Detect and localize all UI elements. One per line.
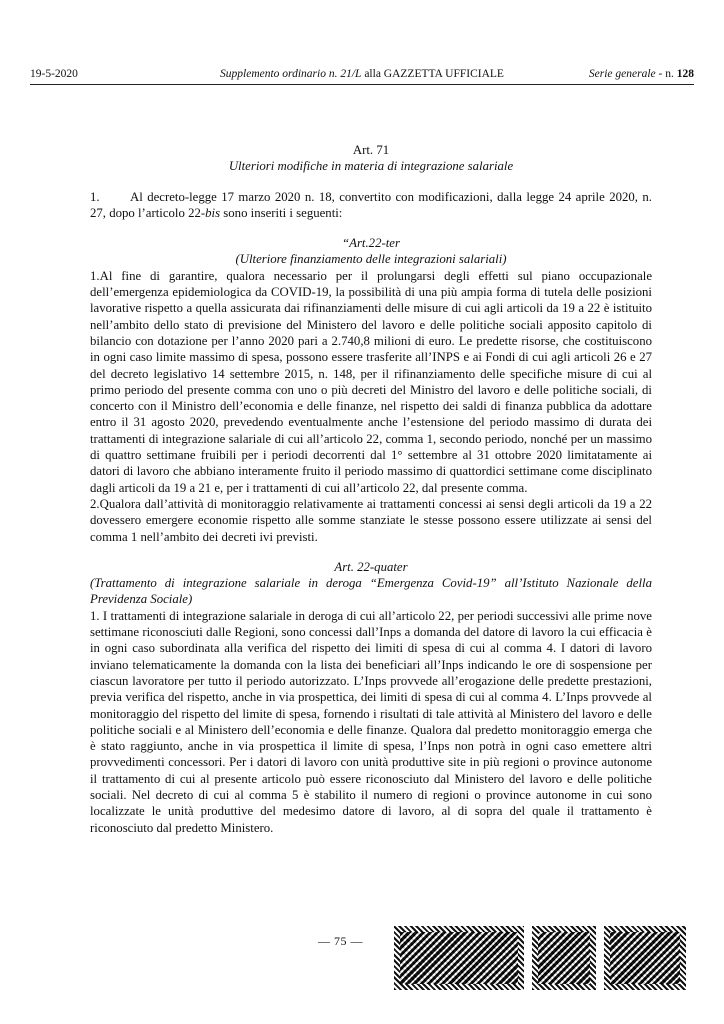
header-series-sep: - n. (655, 68, 677, 80)
art22quater-paragraph-1: 1. I trattamenti di integrazione salariale in deroga di cui all’articolo 22, per periodi successivi alle prime nove settimane riconosciuti dalle Regioni, sono concessi dall’Inps a domanda del datore di lavoro la cui efficacia è in ogni caso subordinata alla verifica del rispetto dei limiti di spesa di cui al comma 4. I datori di lavoro inviano telematicamente la domanda con la lista dei beneficiari all’Inps indicando le ore di sospensione per ciascun lavoratore per tutto il periodo autorizzato. L’Inps provvede all’erogazione delle predette prestazioni, previa verifica del rispetto, anche in via prospettica, dei limiti di spesa di cui al comma 4. L’Inps provvede al monitoraggio del rispetto del limite di spesa, fornendo i risultati di tale attività al Ministero del lavoro e delle politiche sociali e al Ministero dell’economia e delle finanze. Qualora dal predetto monitoraggio emerga che è stato raggiunto, anche in via prospettica il limite di spesa, l’Inps non potrà in ogni caso emettere altri provvedimenti concessori. Per i datori di lavoro con unità produttive site in più regioni o province autonome il trattamento di cui al presente articolo può essere riconosciuto dal Ministero del lavoro e delle politiche sociali. Nel decreto di cui al comma 5 è stabilito il numero di regioni o province autonome in cui sono localizzate le unità produttive del medesimo datore di lavoro, al di sopra del quale il trattamento è riconosciuto dal predetto Ministero. (90, 608, 652, 835)
header-series (589, 66, 694, 82)
comma-text-a: Al decreto-legge 17 marzo 2020 n. 18, convertito con modificazioni, dalla legge 24 aprile 2020, n. 27, dopo l’articolo 22- (90, 189, 652, 220)
header-divider (30, 84, 694, 85)
art22ter-paragraph-2: 2.Qualora dall’attività di monitoraggio relativamente ai trattamenti concessi ai sensi degli articoli da 19 a 22 dovessero emergere economie rispetto alle somme stanziate le stesse possono essere utilizzate ai sensi del comma 1 nell’ambito dei decreti ivi previsti. (90, 496, 652, 544)
article-subtitle: Ulteriori modifiche in materia di integrazione salariale (228, 159, 514, 174)
article-title: Art. 71 (352, 143, 390, 157)
header-series-label: Serie generale (588, 68, 656, 80)
document-body (90, 142, 652, 836)
art22ter-title: “Art.22-ter (342, 236, 400, 251)
header-series-number: 128 (676, 68, 694, 80)
header-gazzetta: alla GAZZETTA UFFICIALE (361, 68, 504, 80)
article-comma-1 (90, 189, 652, 222)
page-header (30, 66, 694, 82)
comma-text-b: sono inseriti i seguenti: (220, 205, 343, 220)
comma-text-italic: bis (205, 205, 221, 220)
header-date: 19-5-2020 (30, 68, 78, 80)
art22ter-paragraph-1: 1.Al fine di garantire, qualora necessario per il prolungarsi degli effetti sul piano occupazionale dell’emergenza epidemiologica da COVID-19, la possibilità di una più ampia forma di tutela delle posizioni lavorative rispetto a quella assicurata dai rifinanziamenti delle misure di cui agli articoli da 19 a 22 è istituito nell’ambito dello stato di previsione del Ministero del lavoro e delle politiche sociali apposito capitolo di bilancio con dotazione per l’anno 2020 pari a 2.740,8 milioni di euro. Le predette risorse, che costituiscono in ogni caso limite massimo di spesa, possono essere trasferite all’INPS e ai Fondi di cui agli articoli 26 e 27 del decreto legislativo 14 settembre 2015, n. 148, per il rifinanziamento delle specifiche misure di cui al primo periodo del presente comma con uno o più decreti del Ministro del lavoro e delle politiche sociali, di concerto con il Ministro dell’economia e delle finanze, nel rispetto dei saldi di finanza pubblica da adottare entro il 31 agosto 2020, prevedendo eventualmente anche l’estensione del periodo massimo di durata dei trattamenti di integrazione salariale di cui all’articolo 22, comma 1, secondo periodo, nonché per un massimo di quattro settimane fruibili per i periodi decorrenti dal 1° settembre al 31 ottobre 2020 limitatamente ai datori di lavoro che abbiano interamente fruito il periodo massimo di quattordici settimane come disciplinato dagli articoli da 19 a 21 e, per i trattamenti di cui all’articolo 22, dal presente comma. (90, 268, 652, 495)
barcode-graphic-3 (604, 926, 686, 990)
art22quater-title: Art. 22-quater (334, 559, 408, 574)
art22ter-subtitle: (Ulteriore finanziamento delle integrazioni salariali) (235, 252, 507, 267)
page-footer (0, 926, 724, 996)
art22quater-subtitle: (Trattamento di integrazione salariale in deroga “Emergenza Covid-19” all’Istituto Nazionale della Previdenza Sociale) (90, 576, 652, 607)
barcode-graphic-2 (532, 926, 596, 990)
barcode-graphic-1 (394, 926, 524, 990)
header-supplement: Supplemento ordinario n. 21/L (220, 68, 362, 80)
page-number: — 75 — (318, 934, 363, 948)
comma-number: 1. (90, 189, 100, 204)
